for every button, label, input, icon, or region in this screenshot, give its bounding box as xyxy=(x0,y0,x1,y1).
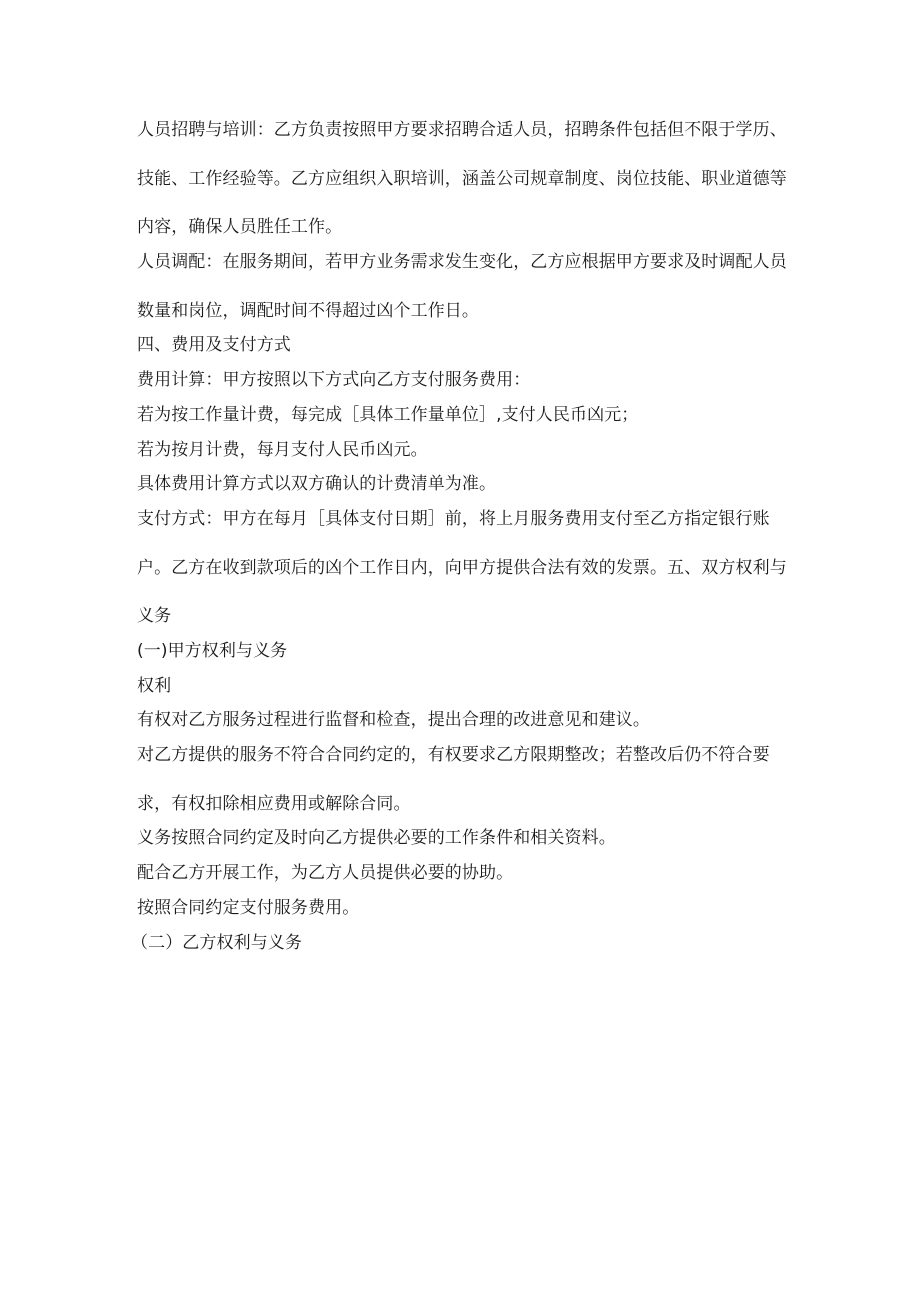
paragraph-recruitment-training: 人员招聘与培训：乙方负责按照甲方要求招聘合适人员，招聘条件包括但不限于学历、技能、工作经验等。乙方应组织入职培训，涵盖公司规章制度、岗位技能、职业道德等内容，确保人员胜任工作。 xyxy=(137,120,787,238)
paragraph-workload-billing: 若为按工作量计费，每完成［具体工作量单位］,支付人民币凶元； xyxy=(137,404,639,425)
section-heading-fees: 四、费用及支付方式 xyxy=(137,335,291,356)
paragraph-staff-allocation: 人员调配：在服务期间，若甲方业务需求发生变化，乙方应根据甲方要求及时调配人员数量和岗位，调配时间不得超过凶个工作日。 xyxy=(137,252,787,321)
label-rights: 权利 xyxy=(137,675,172,696)
paragraph-payment-method: 支付方式：甲方在每月［具体支付日期］前，将上月服务费用支付至乙方指定银行账户。乙方在收到款项后的凶个工作日内，向甲方提供合法有效的发票。五、双方权利与义务 xyxy=(137,509,787,626)
paragraph-billing-list: 具体费用计算方式以双方确认的计费清单为准。 xyxy=(137,474,497,495)
paragraph-obligation-payment: 按照合同约定支付服务费用。 xyxy=(137,897,360,918)
paragraph-obligation-conditions: 义务按照合同约定及时向乙方提供必要的工作条件和相关资料。 xyxy=(137,828,616,849)
paragraph-obligation-cooperation: 配合乙方开展工作，为乙方人员提供必要的协助。 xyxy=(137,863,514,883)
paragraph-fee-calculation: 费用计算：甲方按照以下方式向乙方支付服务费用： xyxy=(137,370,531,390)
subheading-party-a-rights: (一)甲方权利与义务 xyxy=(137,640,288,661)
paragraph-supervision-right: 有权对乙方服务过程进行监督和检查，提出合理的改进意见和建议。 xyxy=(137,710,650,731)
document-body xyxy=(131,120,787,953)
paragraph-rectification-right: 对乙方提供的服务不符合合同约定的，有权要求乙方限期整改；若整改后仍不符合要求，有权扣除相应费用或解除合同。 xyxy=(137,745,770,814)
paragraph-monthly-billing: 若为按月计费，每月支付人民币凶元。 xyxy=(137,439,428,460)
subheading-party-b-rights: （二）乙方权利与义务 xyxy=(131,932,302,953)
